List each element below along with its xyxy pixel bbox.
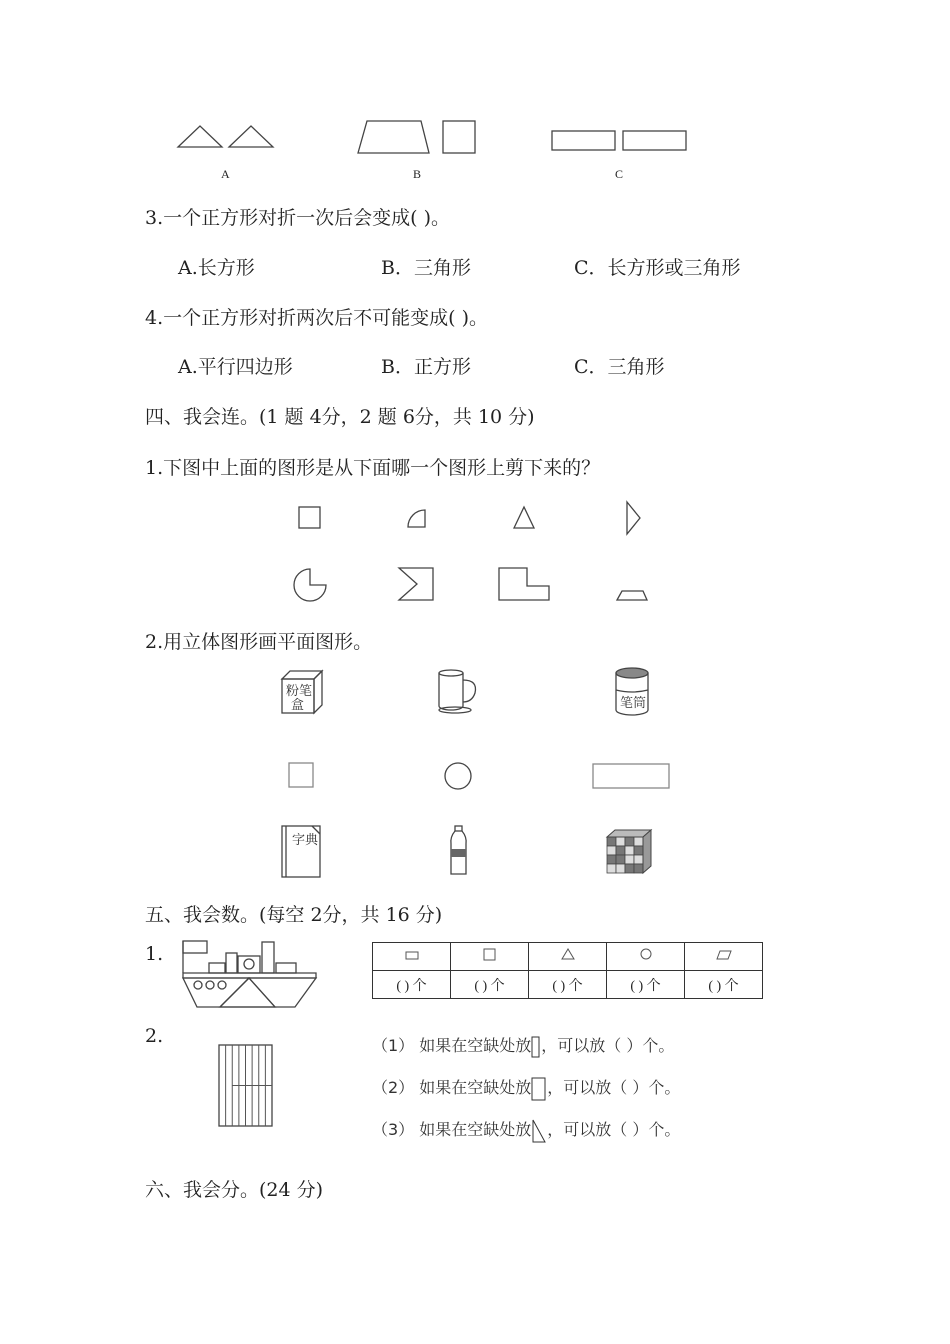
chalk-box-label-1: 粉笔 [286,684,313,699]
tall-rectangle-icon [531,1036,541,1058]
count-cell-circle[interactable]: ( ) 个 [607,971,685,999]
rectangle-shape[interactable] [593,764,669,788]
count-cell-square[interactable]: ( ) 个 [451,971,529,999]
count-table [372,942,763,999]
rectangle-shape [552,131,615,150]
subquestion-1-prefix: （1） 如果在空缺处放 [372,1036,532,1055]
rectangle-shape [623,131,686,150]
circle-header [607,943,685,971]
square-header [451,943,529,971]
q3-option-c[interactable]: C．长方形或三角形 [574,257,741,279]
notched-rectangle-shape[interactable] [399,568,433,600]
rectangle-icon [531,1077,547,1101]
square-shape[interactable] [289,763,313,787]
q3-option-a[interactable]: A.长方形 [178,257,255,279]
option-label-c: C [615,167,624,181]
chalk-box-label-2: 盒 [291,698,305,713]
section-5-q2-number: 2. [145,1025,164,1047]
mug-object[interactable] [439,670,476,713]
parallelogram-header [685,943,763,971]
rectangle-header [373,943,451,971]
section-5-subquestion-1 [372,1033,674,1058]
count-cell-triangle[interactable]: ( ) 个 [529,971,607,999]
section-4-title: 四、我会连。(1 题 4分，2 题 6分，共 10 分) [145,406,535,428]
cut-shapes-figure [0,490,950,610]
objects-row-3 [0,820,950,885]
right-triangle-piece[interactable] [627,502,640,534]
subquestion-2-prefix: （2） 如果在空缺处放 [372,1078,532,1097]
triangle-piece[interactable] [514,507,534,528]
count-cell-parallelogram[interactable]: ( ) 个 [685,971,763,999]
section-5-title: 五、我会数。(每空 2分，共 16 分) [145,904,443,926]
triangle-icon [531,1119,547,1143]
subquestion-3-suffix: ，可以放（ ）个。 [547,1120,681,1139]
table-row [373,971,763,999]
objects-row-1 [0,660,950,730]
subquestion-2-suffix: ，可以放（ ）个。 [547,1078,681,1097]
section-4-question-2: 2.用立体图形画平面图形。 [145,631,373,653]
question-4: 4.一个正方形对折两次后不可能变成( )。 [145,307,488,329]
quarter-circle-piece[interactable] [408,510,425,527]
option-label-b: B [413,167,422,181]
q3-option-b[interactable]: B．三角形 [381,257,471,279]
trapezoid-shape[interactable] [617,591,647,600]
plane-shapes-row [0,755,950,795]
rubik-cube-object[interactable] [607,830,651,873]
question-3: 3.一个正方形对折一次后会变成( )。 [145,207,450,229]
q4-option-b[interactable]: B．正方形 [381,356,471,378]
l-shape[interactable] [499,568,549,600]
section-4-question-1: 1.下图中上面的图形是从下面哪一个图形上剪下来的？ [145,457,601,479]
table-row [373,943,763,971]
triangle-shape [229,126,273,147]
option-label-a: A [221,167,230,181]
section-5-subquestion-3 [372,1117,680,1143]
count-cell-rectangle[interactable]: ( ) 个 [373,971,451,999]
triangle-shape [178,126,222,147]
triangle-header [529,943,607,971]
dictionary-label: 字典 [292,833,319,848]
square-piece[interactable] [299,507,320,528]
pen-holder-label: 笔筒 [620,696,647,711]
section-6-title: 六、我会分。(24 分) [145,1179,324,1201]
section-5-subquestion-2 [372,1075,680,1101]
trapezoid-shape [358,121,429,153]
circle-with-notch-shape[interactable] [294,569,326,601]
q4-option-c[interactable]: C．三角形 [574,356,665,378]
subquestion-1-suffix: ，可以放（ ）个。 [541,1036,675,1055]
subquestion-3-prefix: （3） 如果在空缺处放 [372,1120,532,1139]
section-5-q1-number: 1. [145,943,164,965]
bottle-object[interactable] [451,826,466,874]
top-figure [0,0,950,200]
square-shape [443,121,475,153]
circle-shape[interactable] [445,763,471,789]
q4-option-a[interactable]: A.平行四边形 [178,356,293,378]
